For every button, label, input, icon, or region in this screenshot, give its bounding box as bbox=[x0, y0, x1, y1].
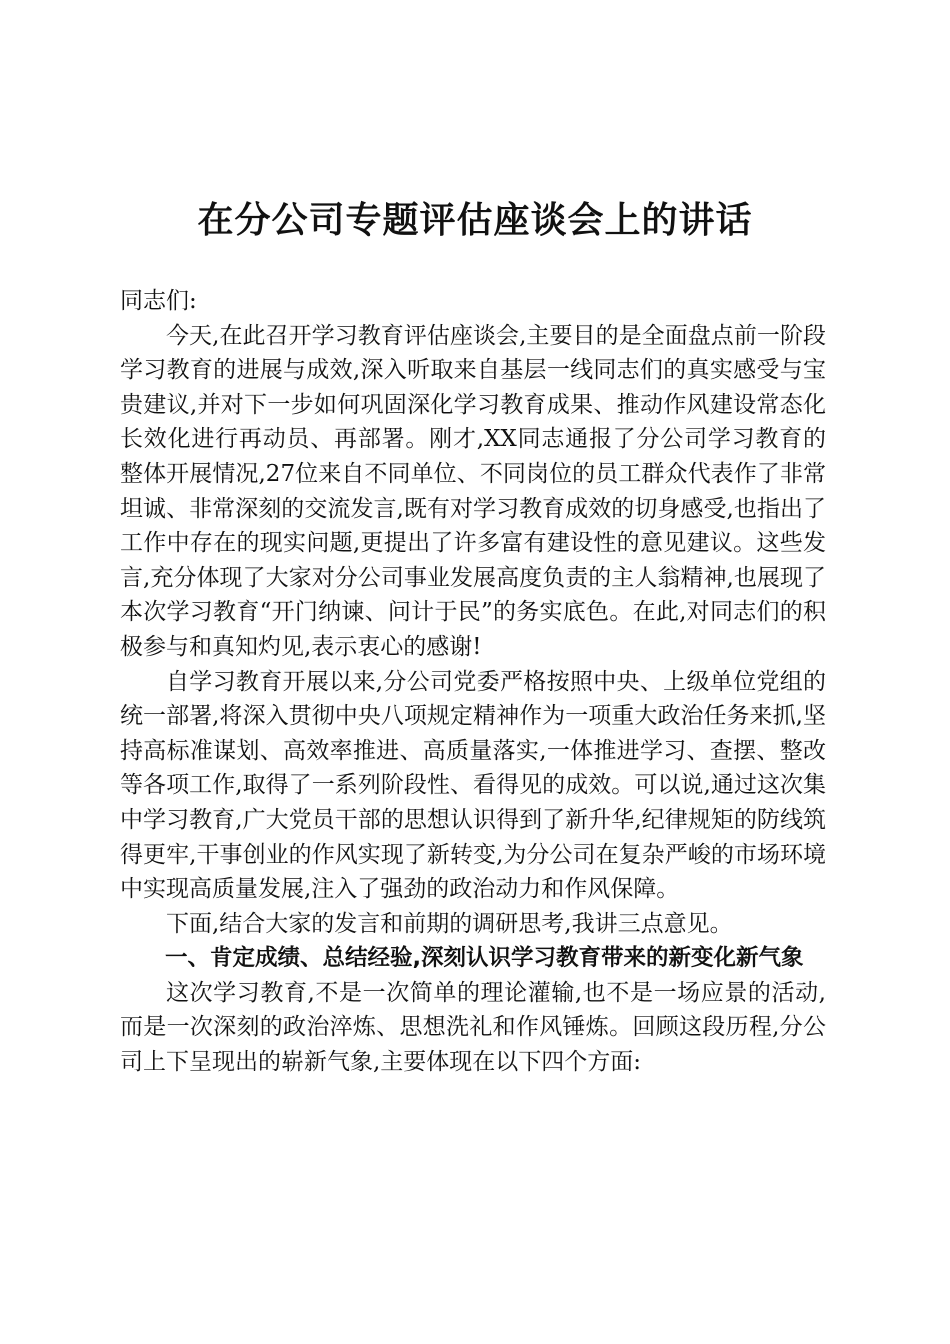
paragraph-opening: 今天,在此召开学习教育评估座谈会,主要目的是全面盘点前一阶段学习教育的进展与成效,深入听取来自基层一线同志们的真实感受与宝贵建议,并对下一步如何巩固深化学习教育成果、推动作风建设常态化长效化进行再动员、再部署。刚才,XX同志通报了分公司学习教育的整体开展情况,27位来自不同单位、不同岗位的员工群众代表作了非常坦诚、非常深刻的交流发言,既有对学习教育成效的切身感受,也指出了工作中存在的现实问题,更提出了许多富有建设性的意见建议。这些发言,充分体现了大家对分公司事业发展高度负责的主人翁精神,也展现了本次学习教育“开门纳谏、问计于民”的务实底色。在此,对同志们的积极参与和真知灼见,表示衷心的感谢! bbox=[120, 322, 826, 660]
paragraph-achievements: 自学习教育开展以来,分公司党委严格按照中央、上级单位党组的统一部署,将深入贯彻中央八项规定精神作为一项重大政治任务来抓,坚持高标准谋划、高效率推进、高质量落实,一体推进学习、查摆、整改等各项工作,取得了一系列阶段性、看得见的成效。可以说,通过这次集中学习教育,广大党员干部的思想认识得到了新升华,纪律规矩的防线筑得更牢,干事创业的作风实现了新转变,为分公司在复杂严峻的市场环境中实现高质量发展,注入了强劲的政治动力和作风保障。 bbox=[120, 668, 826, 903]
section-heading-one: 一、肯定成绩、总结经验,深刻认识学习教育带来的新变化新气象 bbox=[165, 945, 804, 972]
salutation: 同志们: bbox=[120, 288, 197, 314]
document-title: 在分公司专题评估座谈会上的讲话 bbox=[197, 199, 753, 241]
document-body bbox=[120, 284, 826, 1080]
paragraph-section-one: 这次学习教育,不是一次简单的理论灌输,也不是一场应景的活动,而是一次深刻的政治淬炼、思想洗礼和作风锤炼。回顾这段历程,分公司上下呈现出的崭新气象,主要体现在以下四个方面: bbox=[120, 979, 826, 1076]
paragraph-outline: 下面,结合大家的发言和前期的调研思考,我讲三点意见。 bbox=[166, 910, 733, 937]
